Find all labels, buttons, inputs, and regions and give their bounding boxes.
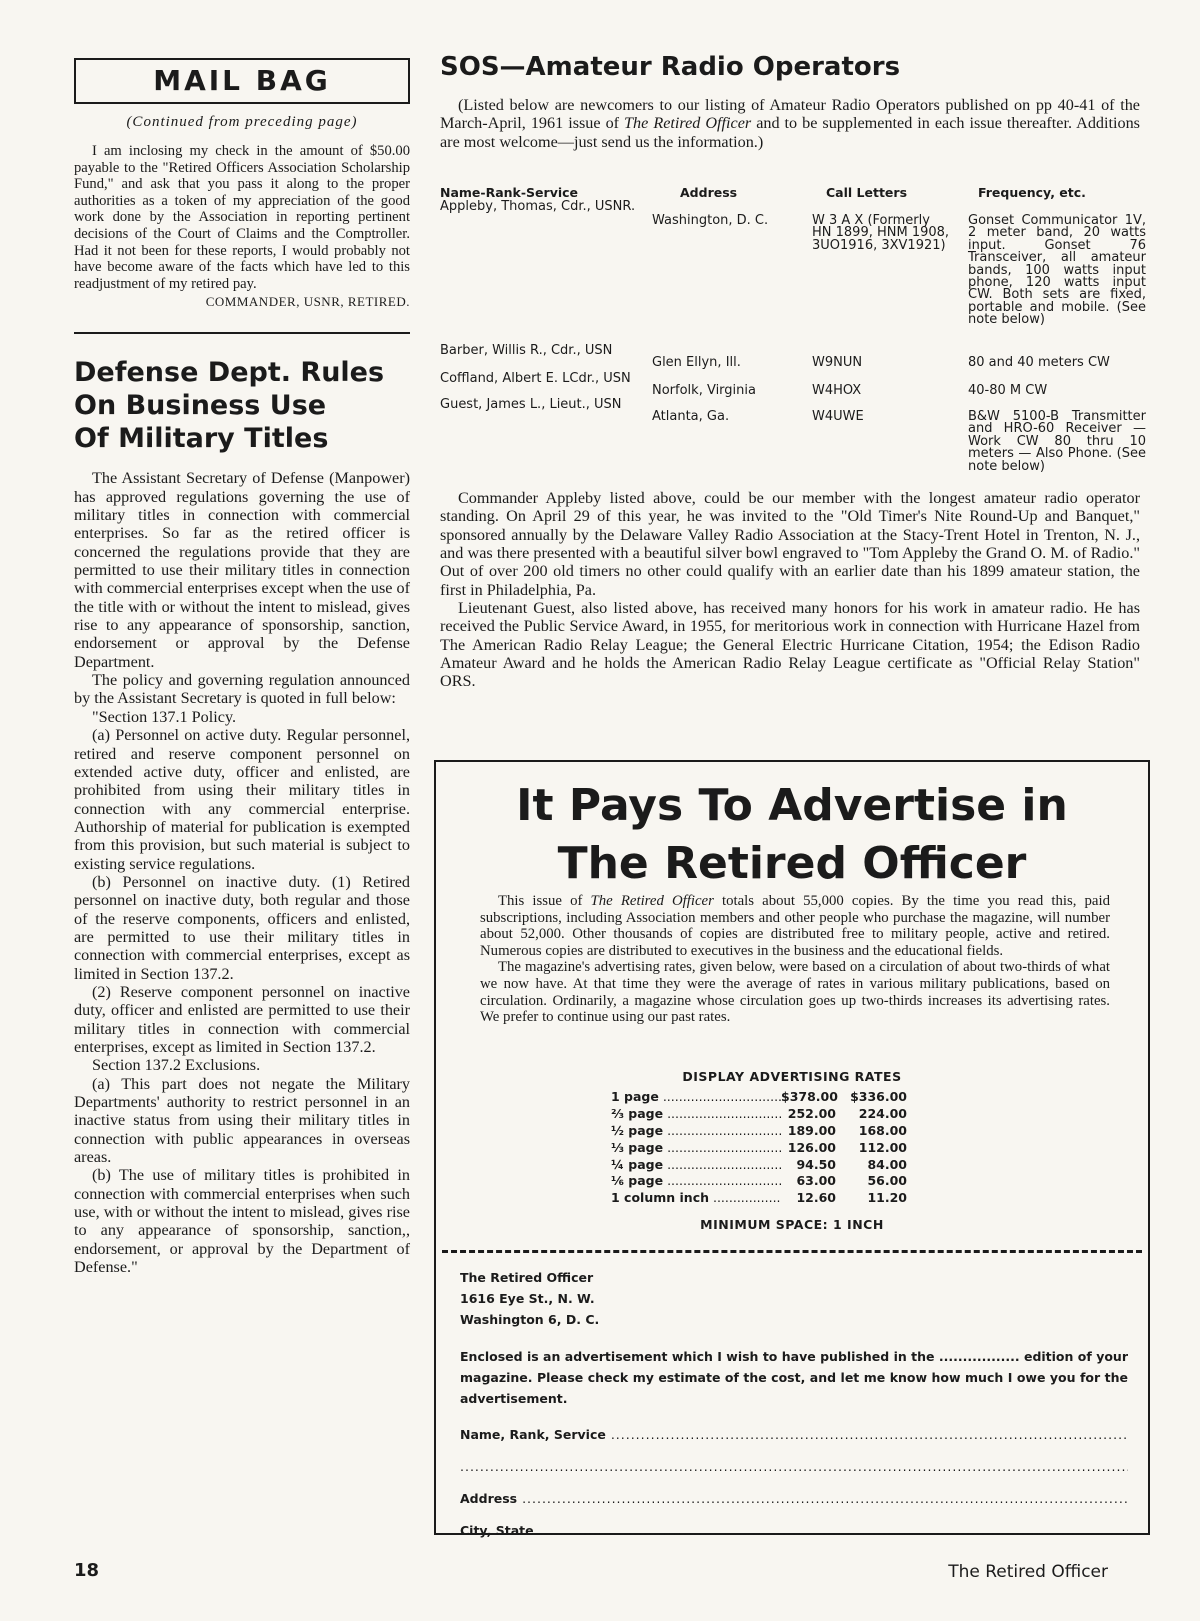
continued-note: (Continued from preceding page) bbox=[126, 114, 358, 130]
left-column bbox=[74, 58, 410, 1276]
rate-size: 1 page ..... bbox=[611, 1089, 781, 1106]
rate-row bbox=[611, 1123, 941, 1140]
rates-title: DISPLAY ADVERTISING RATES bbox=[682, 1069, 902, 1084]
defense-headline-line: On Business Use bbox=[74, 390, 327, 422]
rate-price: 189.00 bbox=[787, 1122, 836, 1138]
ad-intro bbox=[480, 893, 1110, 1026]
defense-headline-line: Of Military Titles bbox=[74, 423, 329, 455]
column-header-address: Address bbox=[680, 185, 738, 200]
operator-call-letters: W4UWE bbox=[812, 409, 864, 424]
article-paragraph: Section 137.2 Exclusions. bbox=[92, 1056, 261, 1075]
footer-publication: The Retired Officer bbox=[948, 1562, 1108, 1582]
operator-address: Norfolk, Virginia bbox=[652, 383, 756, 398]
name-rank-service-field[interactable]: Name, Rank, Service ..... bbox=[460, 1425, 1128, 1445]
operator-address: Glen Ellyn, Ill. bbox=[652, 355, 741, 370]
rate-size: ¼ page ..... bbox=[611, 1157, 781, 1174]
rate-size: ½ page ..... bbox=[611, 1123, 781, 1140]
operator-frequency: 80 and 40 meters CW bbox=[968, 355, 1110, 370]
article-paragraph: The Assistant Secretary of Defense (Manpower) has approved regulations governing the use of military titles in connection with commercial enterprises. So far as the retired officer is concerned the regulations provide that they are permitted to use their military titles in connection with commercial enterprises except when the use of the title with or without the intent to mislead, gives rise to any appearance of sponsorship, sanction, endorsement or approval by the Defense Department. bbox=[74, 469, 410, 671]
ad-headline-line: It Pays To Advertise in bbox=[516, 780, 1068, 831]
operator-name: Guest, James L., Lieut., USN bbox=[440, 397, 622, 412]
operator-frequency: 40-80 M CW bbox=[968, 383, 1048, 398]
defense-headline bbox=[74, 356, 410, 455]
form-address-line: Washington 6, D. C. bbox=[460, 1312, 600, 1327]
ad-headline bbox=[436, 777, 1148, 893]
article-paragraph: "Section 137.1 Policy. bbox=[92, 707, 237, 726]
rate-row bbox=[611, 1173, 941, 1190]
rate-size: ⅔ page ..... bbox=[611, 1106, 781, 1123]
letter-signature: COMMANDER, USNR, RETIRED. bbox=[205, 294, 410, 310]
operator-frequency: Gonset Communicator 1V, 2 meter band, 20 watts input. Gonset 76 Transceiver, all amateur bands, 100 watts input phone, 120 watts input CW. Both sets are fixed, portable and mobile. (See note below) bbox=[968, 213, 1146, 328]
form-address-line: 1616 Eye St., N. W. bbox=[460, 1291, 595, 1306]
publication-name: The Retired Officer bbox=[590, 893, 714, 909]
ad-text: totals about 55,000 copies. By the time you read this, paid subscriptions, including Association members and other people who purchase the magazine, will number about 52,000. Other thousands of copies are distributed free to military people, active and retired. Numerous copies are distributed to executives in the business and the educational fields. bbox=[480, 893, 1111, 959]
column-header-name: Name-Rank-Service bbox=[440, 185, 579, 200]
operator-call-letters: W9NUN bbox=[812, 355, 863, 370]
name-rank-service-field-continued[interactable] bbox=[460, 1457, 1128, 1477]
article-paragraph: (b) Personnel on inactive duty. (1) Retired personnel on inactive duty, both regular and those of the reserve components, officers and enlisted, are permitted to use their military titles in connection with commercial enterprises, except as limited in Section 137.2. bbox=[74, 872, 410, 983]
rate-price: 63.00 bbox=[796, 1173, 836, 1189]
rate-price: $378.00 bbox=[781, 1089, 838, 1104]
advertising-box bbox=[434, 760, 1150, 1538]
rate-row bbox=[611, 1140, 941, 1157]
form-address-line: The Retired Officer bbox=[460, 1270, 594, 1285]
operator-frequency: B&W 5100-B Transmitter and HRO-60 Receiver — Work CW 80 thru 10 meters — Also Phone. (See note below) bbox=[968, 409, 1146, 474]
operator-address: Washington, D. C. bbox=[652, 213, 769, 228]
article-paragraph: The policy and governing regulation announced by the Assistant Secretary is quoted in full below: bbox=[74, 671, 410, 708]
form-instructions: Enclosed is an advertisement which I wish to have published in the ................. edition of your magazine. Please check my estimate of the cost, and let me know how much I owe you for the advertisement. bbox=[460, 1349, 1128, 1406]
column-header-frequency: Frequency, etc. bbox=[978, 185, 1086, 200]
rate-price: 126.00 bbox=[787, 1139, 836, 1155]
address-field[interactable]: Address ..... bbox=[460, 1489, 1128, 1509]
ad-paragraph bbox=[480, 893, 1110, 959]
city-state-field[interactable]: City, State ..... bbox=[460, 1521, 1128, 1541]
rate-row bbox=[611, 1190, 941, 1207]
rate-size: 1 column inch ..... bbox=[611, 1190, 781, 1207]
rate-price: 12.60 bbox=[796, 1190, 836, 1206]
operator-address: Atlanta, Ga. bbox=[652, 409, 730, 424]
operator-call-letters: W4HOX bbox=[812, 383, 862, 398]
operator-name: Coffland, Albert E. LCdr., USN bbox=[440, 371, 631, 386]
page-number: 18 bbox=[74, 1560, 100, 1581]
cut-line bbox=[442, 1250, 1142, 1253]
sos-title: SOS—Amateur Radio Operators bbox=[440, 52, 901, 82]
mail-bag-title: MAIL BAG bbox=[74, 58, 410, 104]
sos-intro-text: and to be supplemented in each issue thereafter. Additions are most welcome—just send us the information.) bbox=[440, 114, 1140, 151]
ad-text: This issue of bbox=[498, 893, 591, 909]
rate-row bbox=[611, 1089, 941, 1106]
ad-headline-line: The Retired Officer bbox=[557, 838, 1027, 889]
rate-price-alt: 11.20 bbox=[867, 1190, 907, 1206]
publication-name: The Retired Officer bbox=[624, 114, 752, 133]
article-paragraph: (a) Personnel on active duty. Regular personnel, retired and reserve component personnel on extended active duty, officer and enlisted, are prohibited from using their military titles in connection with any commercial enterprise. Authorship of material for publication is exempted from this provision, but such material is subject to existing service regulations. bbox=[74, 726, 410, 873]
ad-paragraph: The magazine's advertising rates, given below, were based on a circulation of about two-thirds of what we now have. At that time they were the average of rates in various military publications, based on circulation. Ordinarily, a magazine whose circulation goes up two-thirds increases its advertising rates. We prefer to continue using our past rates. bbox=[480, 959, 1110, 1026]
column-header-call: Call Letters bbox=[826, 185, 908, 200]
sos-intro-text: (Listed below are newcomers to our listing of Amateur Radio Operators published on pp 40-41 of the March-April, 1961 issue of bbox=[440, 96, 1140, 133]
rate-price-alt: $336.00 bbox=[850, 1089, 907, 1104]
rate-size: ⅙ page ..... bbox=[611, 1173, 781, 1190]
article-paragraph: (2) Reserve component personnel on inactive duty, officer and enlisted are permitted to use their military titles in connection with commercial enterprises, except as limited in Section 137.2. bbox=[74, 982, 410, 1056]
sos-followup bbox=[440, 489, 1140, 691]
rate-price-alt: 112.00 bbox=[858, 1139, 907, 1155]
order-form bbox=[460, 1267, 1128, 1541]
rate-price: 94.50 bbox=[796, 1156, 836, 1172]
operator-name: Barber, Willis R., Cdr., USN bbox=[440, 343, 613, 358]
rate-price-alt: 84.00 bbox=[867, 1156, 907, 1172]
section-divider bbox=[74, 332, 410, 334]
rates-table bbox=[611, 1089, 941, 1207]
operator-name: Appleby, Thomas, Cdr., USNR. bbox=[440, 199, 636, 214]
rate-price-alt: 224.00 bbox=[858, 1105, 907, 1121]
defense-headline-line: Defense Dept. Rules bbox=[74, 357, 385, 389]
article-paragraph: Lieutenant Guest, also listed above, has received many honors for his work in amateur radio. He has received the Public Service Award, in 1955, for meritorious work in connection with Hurricane Hazel from The American Radio Relay League; the General Electric Hurricane Citation, 1954; the Edison Radio Amateur Award and he holds the American Radio Relay League certificate as "Official Relay Station" ORS. bbox=[440, 599, 1140, 691]
minimum-space: MINIMUM SPACE: 1 INCH bbox=[700, 1217, 884, 1232]
article-paragraph: (a) This part does not negate the Military Departments' authority to restrict personnel in an inactive status from using their military titles in connection with public appearances in overseas areas. bbox=[74, 1074, 410, 1167]
rate-row bbox=[611, 1157, 941, 1174]
rate-size: ⅓ page ..... bbox=[611, 1140, 781, 1157]
mail-bag-letter: I am inclosing my check in the amount of $50.00 payable to the "Retired Officers Association Scholarship Fund," and ask that you pass it along to the proper authorities as a token of my appreciation of the good work done by the Association in reporting pertinent decisions of the Court of Claims and the Comptroller. Had it not been for these reports, I would probably not have become aware of the facts which have led to this readjustment of my retired pay. bbox=[74, 143, 410, 292]
rate-price: 252.00 bbox=[787, 1105, 836, 1121]
sos-intro bbox=[440, 96, 1140, 151]
article-paragraph: (b) The use of military titles is prohibited in connection with commercial enterprises when such use, with or without the intent to mislead, gives rise to any appearance of sponsorship, sanction,, endorsement, or approval by the Department of Defense." bbox=[74, 1166, 410, 1277]
defense-article-body bbox=[74, 469, 410, 1276]
rate-price-alt: 56.00 bbox=[867, 1173, 907, 1189]
operator-call-letters: W 3 A X (Formerly HN 1899, HNM 1908, 3UO1916, 3XV1921) bbox=[812, 213, 950, 253]
rate-row bbox=[611, 1106, 941, 1123]
article-paragraph: Commander Appleby listed above, could be our member with the longest amateur radio operator standing. On April 29 of this year, he was invited to the "Old Timer's Nite Round-Up and Banquet," sponsored annually by the Delaware Valley Radio Association at the Stacy-Trent Hotel in Trenton, N. J., and was there presented with a beautiful silver bowl engraved to "Tom Appleby the Grand O. M. of Radio." Out of over 200 old timers no other could qualify with an earlier date than his 1899 amateur station, the first in Philadelphia, Pa. bbox=[440, 489, 1140, 599]
rate-price-alt: 168.00 bbox=[858, 1122, 907, 1138]
